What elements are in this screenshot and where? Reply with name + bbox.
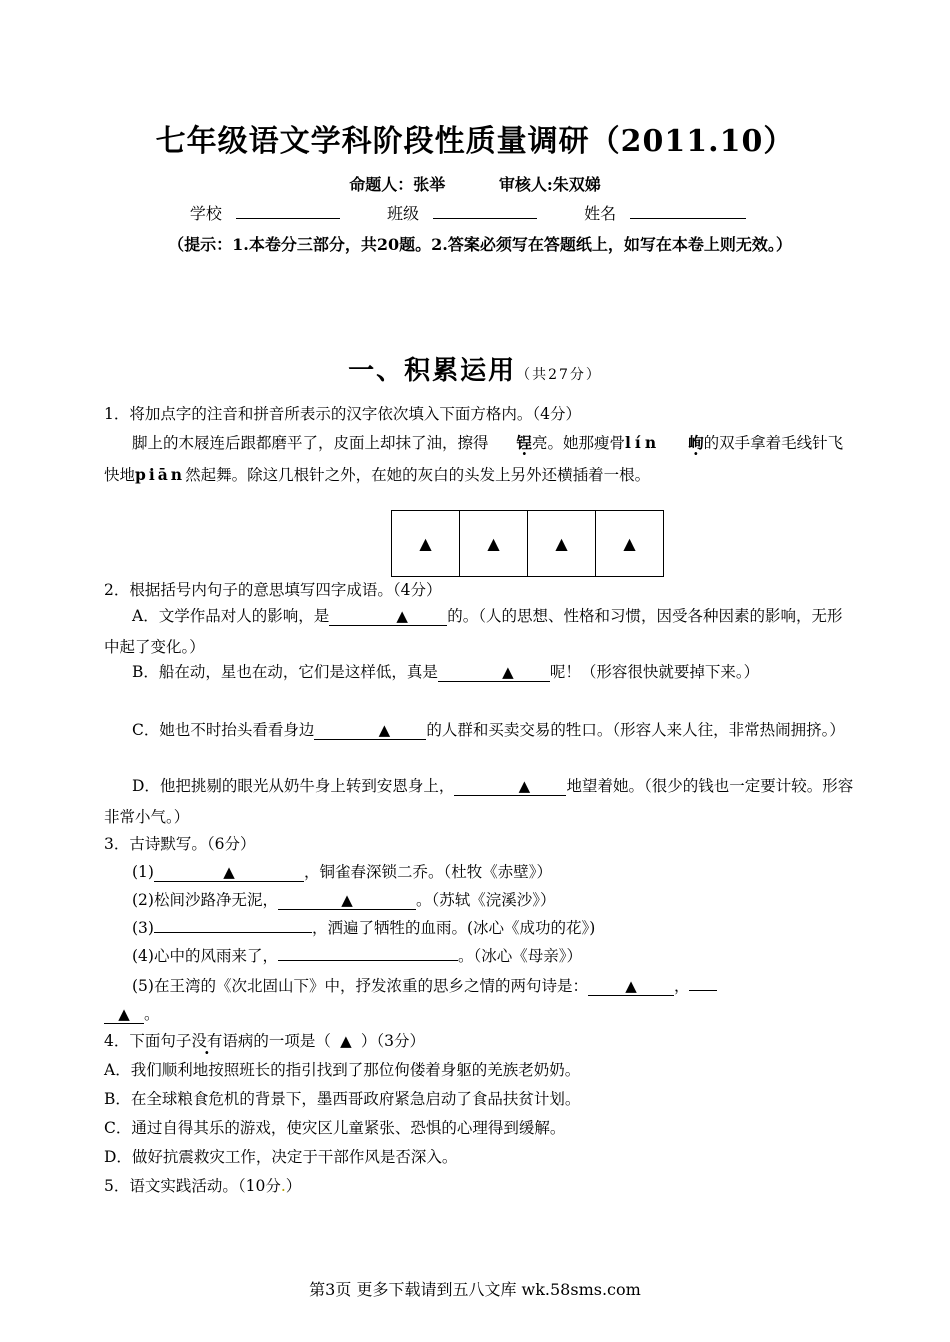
answer-box[interactable]: ▲ bbox=[460, 511, 528, 577]
q4-option-d: D．做好抗震救灾工作，决定于干部作风是否深入。 bbox=[104, 1148, 458, 1166]
student-info-fields bbox=[0, 201, 950, 224]
section-score: （共27分） bbox=[516, 367, 602, 383]
answer-blank[interactable]: ▲ bbox=[438, 663, 550, 682]
school-field[interactable]: 学校 bbox=[190, 204, 354, 223]
answer-blank[interactable]: ▲ bbox=[314, 721, 426, 740]
q3-line-4: (4)心中的风雨来了， 。（冰心《母亲》） bbox=[132, 947, 582, 965]
q2-item-d: D．他把挑剔的眼光从奶牛身上转到安恩身上， ▲ 地望着她。（很少的钱也一定要计较。形容非常小气。） bbox=[104, 777, 854, 826]
answer-blank[interactable]: ▲ bbox=[588, 977, 674, 996]
section-heading bbox=[0, 350, 950, 387]
q1-passage: 脚上的木屐连后跟都磨平了，皮面上却抹了油，擦得 锃亮。她那瘦骨lín 峋的双手拿着毛线针飞快地piān然起舞。除这几根针之外，在她的灰白的头发上另外还横插着一根。 bbox=[104, 427, 856, 491]
answer-blank[interactable] bbox=[278, 960, 458, 961]
q3-line-1: (1) ▲ ，铜雀春深锁二乔。（杜牧《赤壁》） bbox=[132, 863, 552, 881]
authors-line bbox=[0, 172, 950, 195]
pinyin-2: piān bbox=[135, 465, 186, 484]
answer-blank[interactable] bbox=[689, 990, 717, 991]
page-footer: 第3页 更多下载请到五八文库 wk.58sms.com bbox=[309, 1280, 641, 1299]
q3-stem: 3．古诗默写。（6分） bbox=[104, 835, 256, 853]
q4-option-a: A．我们顺利地按照班长的指引找到了那位佝偻着身躯的羌族老奶奶。 bbox=[104, 1061, 581, 1079]
q2-item-c: C．她也不时抬头看看身边 ▲ 的人群和买卖交易的牲口。（形容人来人往，非常热闹拥挤。） bbox=[132, 721, 845, 739]
q3-line-2: (2)松间沙路净无泥， ▲ 。（苏轼《浣溪沙》） bbox=[132, 891, 556, 909]
q1-stem: 1．将加点字的注音和拼音所表示的汉字依次填入下面方格内。（4分） bbox=[104, 405, 581, 423]
q2-item-b: B．船在动，星也在动，它们是这样低，真是 ▲ 呢！（形容很快就要掉下来。） bbox=[132, 663, 760, 681]
class-field[interactable]: 班级 bbox=[387, 204, 551, 223]
q4-stem: 4．下面句子没有语病的一项是（ ▲ ）（3分） bbox=[104, 1029, 425, 1051]
answer-blank[interactable]: ▲ bbox=[104, 1005, 144, 1024]
pinyin-1: lín bbox=[625, 433, 661, 452]
dotted-char-1: 锃 bbox=[516, 433, 533, 452]
answer-box[interactable]: ▲ bbox=[528, 511, 596, 577]
q2-item-a: A．文学作品对人的影响，是 ▲ 的。（人的思想、性格和习惯，因受各种因素的影响，无形中起了变化。） bbox=[104, 607, 843, 656]
section-title: 一、积累运用 bbox=[348, 356, 517, 386]
reviewer: 审核人:朱双娣 bbox=[498, 175, 601, 194]
name-field[interactable]: 姓名 bbox=[584, 204, 760, 223]
answer-blank[interactable]: ▲ bbox=[329, 607, 447, 626]
answer-blank[interactable]: ▲ bbox=[340, 1032, 352, 1050]
answer-box[interactable]: ▲ bbox=[596, 511, 664, 577]
answer-blank[interactable]: ▲ bbox=[154, 863, 304, 882]
answer-blank[interactable]: ▲ bbox=[278, 891, 416, 910]
exam-hint: （提示：1.本卷分三部分，共20题。2.答案必须写在答题纸上，如写在本卷上则无效。） bbox=[168, 235, 792, 254]
dotted-char-2: 峋 bbox=[688, 433, 704, 452]
answer-box[interactable]: ▲ bbox=[392, 511, 460, 577]
author: 命题人：张举 bbox=[349, 175, 446, 194]
q3-line-5-cont: ▲ 。 bbox=[104, 1002, 160, 1024]
q4-option-c: C．通过自得其乐的游戏，使灾区儿童紧张、恐惧的心理得到缓解。 bbox=[104, 1119, 566, 1137]
q4-option-b: B．在全球粮食危机的背景下，墨西哥政府紧急启动了食品扶贫计划。 bbox=[104, 1090, 581, 1108]
answer-blank[interactable] bbox=[154, 932, 312, 933]
emphasis-dotted: 没有 bbox=[191, 1032, 223, 1050]
answer-blank[interactable]: ▲ bbox=[454, 777, 566, 796]
q3-line-5: (5)在王湾的《次北固山下》中，抒发浓重的思乡之情的两句诗是： ▲ ， bbox=[132, 974, 717, 996]
q2-stem: 2．根据括号内句子的意思填写四字成语。（4分） bbox=[104, 581, 442, 599]
q3-line-3: (3) ，洒遍了牺牲的血雨。(冰心《成功的花》) bbox=[132, 919, 596, 937]
answer-boxes bbox=[391, 510, 664, 577]
q5-stem: 5．语文实践活动。（10分.） bbox=[104, 1177, 302, 1195]
page-title: 七年级语文学科阶段性质量调研（2011.10） bbox=[155, 124, 795, 159]
